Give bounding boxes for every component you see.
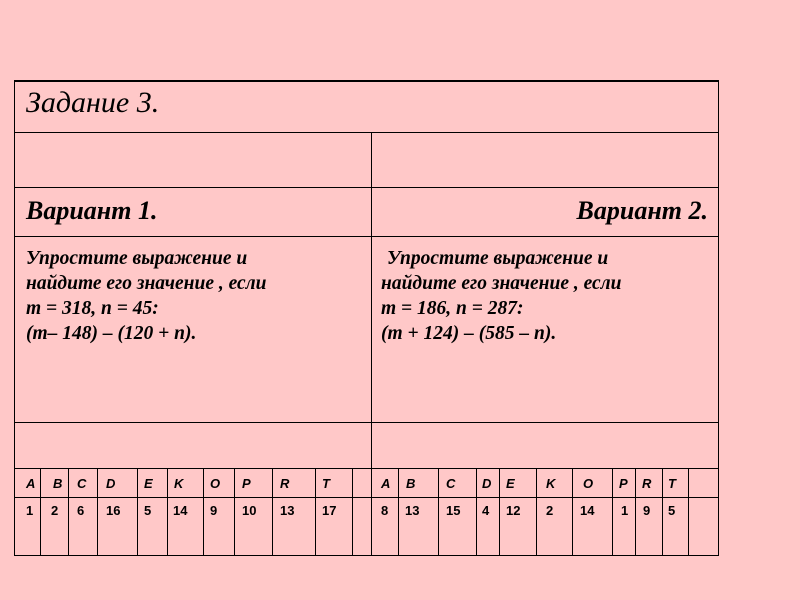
key-cell-border [234,468,235,556]
key-number: 2 [546,503,554,518]
key-letter: E [144,476,153,491]
key-cell-border [476,468,477,556]
key-letter: D [106,476,116,491]
key-number: 5 [144,503,152,518]
key-number: 1 [26,503,34,518]
task-line: Упростите выражение и [26,248,248,269]
key-number: 14 [580,503,595,518]
key-letter: D [482,476,492,491]
key-letter: P [619,476,628,491]
variant-2-task [381,246,622,346]
key-number: 4 [482,503,490,518]
key-cell-border [272,468,273,556]
key-number: 13 [405,503,420,518]
key-number: 16 [106,503,121,518]
table-right-border [718,80,719,556]
key-cell-border [137,468,138,556]
task-line: (m– 148) – (120 + n). [26,323,197,344]
key-cell-border [499,468,500,556]
variant-1-label: Вариант 1. [26,196,158,225]
key-number: 1 [621,503,629,518]
key-number: 15 [446,503,461,518]
key-cell-border [572,468,573,556]
row-divider-5 [14,468,719,469]
key-letter: R [280,476,290,491]
key-cell-border [635,468,636,556]
key-divider-a [352,468,353,556]
task-line: Упростите выражение и [387,248,609,269]
key-cell-border [688,468,689,556]
table-top-border [14,80,719,82]
key-cell-border [315,468,316,556]
task-line: найдите его значение , если [26,273,267,294]
key-number: 10 [242,503,257,518]
variant-1-task [26,246,267,346]
key-number: 12 [506,503,521,518]
key-letter: K [546,476,556,491]
task-line: найдите его значение , если [381,273,622,294]
key-letter: B [53,476,63,491]
key-number: 8 [381,503,389,518]
key-number: 9 [210,503,218,518]
row-divider-1 [14,132,719,133]
key-cell-border [438,468,439,556]
key-letter: A [381,476,391,491]
key-number: 17 [322,503,337,518]
key-letter: P [242,476,251,491]
key-number: 5 [668,503,676,518]
key-cell-border [40,468,41,556]
key-number: 14 [173,503,188,518]
key-letter: C [446,476,456,491]
table-bottom-border [14,555,719,556]
key-cell-border [167,468,168,556]
key-letter: E [506,476,515,491]
key-cell-border [398,468,399,556]
row-divider-4 [14,422,719,423]
key-letter: T [668,476,676,491]
row-divider-3 [14,236,719,237]
key-letter: O [210,476,221,491]
key-cell-border [662,468,663,556]
column-divider [371,132,372,556]
key-cell-border [68,468,69,556]
key-letter: R [642,476,652,491]
key-number: 6 [77,503,85,518]
row-divider-2 [14,187,719,188]
key-letter: C [77,476,87,491]
variant-2-label: Вариант 2. [576,196,708,225]
key-letter: O [583,476,594,491]
task-line: m = 318, n = 45: [26,298,159,319]
key-cell-border [612,468,613,556]
key-number: 9 [643,503,651,518]
key-number: 13 [280,503,295,518]
key-row-divider [14,497,719,498]
key-letter: B [406,476,416,491]
key-cell-border [203,468,204,556]
task-line: (m + 124) – (585 – n). [381,323,557,344]
table-left-border [14,80,15,556]
task-title: Задание 3. [26,86,160,119]
key-letter: K [174,476,184,491]
key-number: 2 [51,503,59,518]
key-cell-border [536,468,537,556]
key-letter: T [322,476,330,491]
key-cell-border [97,468,98,556]
task-line: m = 186, n = 287: [381,298,524,319]
key-letter: A [26,476,36,491]
